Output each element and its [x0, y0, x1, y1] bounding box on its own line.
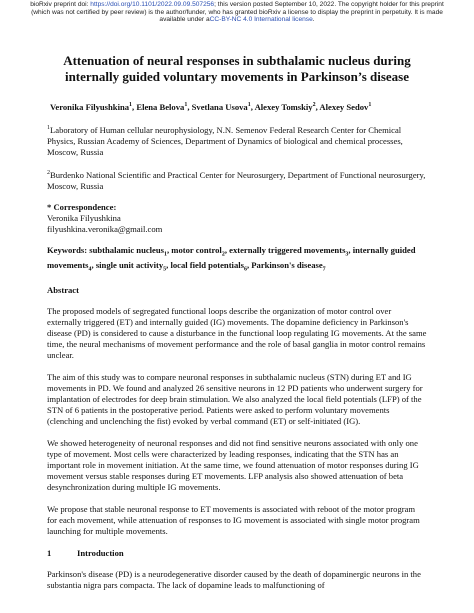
license-prefix: available under a: [159, 16, 210, 24]
abstract-paragraph: We propose that stable neuronal response to ET movements is associated with reboot of the motor program for each movement, while attenuation of responses to IG movement is associated with single motor program launching for multiple movements.: [47, 504, 420, 537]
section-number: 1: [47, 548, 52, 559]
section-title: Introduction: [77, 548, 124, 559]
correspondence-name: Veronika Filyushkina: [47, 212, 121, 223]
keywords: Keywords: subthalamic nucleus$_1$, motor control$_2$, externally triggered movements$_3$, internally guided movements$_4$, single unit activity$_5$, local field potentials$_6$, Parkinson's disease$_7$: [47, 244, 416, 274]
author: Elena Belova$^1$: [136, 101, 188, 112]
intro-paragraph: Parkinson's disease (PD) is a neurodegenerative disorder caused by the death of dopaminergic neurons in the substantia nigra pars compacta. The lack of dopamine leads to malfunctioning of: [47, 569, 421, 591]
license-link[interactable]: CC-BY-NC 4.0 International license: [209, 16, 313, 24]
abstract-heading: Abstract: [47, 285, 79, 296]
correspondence-heading: * Correspondence:: [47, 201, 117, 212]
correspondence-email[interactable]: filyushkina.veronika@gmail.com: [47, 223, 163, 234]
abstract-paragraph: We showed heterogeneity of neuronal responses and did not find sensitive neurons associated with only one type of movement. Most cells were characterized by leading responses, indicating that the STN has an important role in movement initiation. At the same time, we found attenuation of motor responses during IG movement versus stable responses during ET movements. LFP analysis also showed attenuation of beta desynchronization during multiple IG movements.: [47, 438, 419, 493]
preprint-suffix: ; this version posted September 10, 2022. The copyright holder for this preprint: [214, 1, 444, 8]
author-list: Veronika Filyushkina$^1$, Elena Belova$^1$, Svetlana Usova$^1$, Alexey Tomskiy$^2$, Alexey Sedov$^1$: [50, 101, 372, 112]
preprint-prefix: bioRxiv preprint doi:: [30, 1, 91, 8]
section-heading-introduction: [47, 548, 427, 559]
affiliation-1: $^1$Laboratory of Human cellular neurophysiology, N.N. Semenov Federal Research Center for Chemical Physics, Russian Academy of Sciences, Department of Dynamics of biological and chemical processes, Moscow, Russia: [47, 124, 403, 157]
paper-title: Attenuation of neural responses in subthalamic nucleus during internally guided voluntary movements in Parkinson’s disease: [63, 53, 411, 84]
author: Svetlana Usova$^1$: [191, 101, 251, 112]
license-suffix: .: [312, 16, 315, 24]
affiliation-2: $^2$Burdenko National Scientific and Practical Center for Neurosurgery, Department of Functional neurosurgery, Moscow, Russia: [47, 169, 426, 191]
doi-link[interactable]: https://doi.org/10.1101/2022.09.09.507256: [90, 1, 215, 8]
abstract-paragraph: The proposed models of segregated functional loops describe the organization of motor control over externally triggered (ET) and internally guided (IG) movements. The dopamine deficiency in Parkinson's disease (PD) is considered to cause a disturbance in the functional loop regulating IG movements. At the same time, the neural mechanisms of movement performance and the role of basal ganglia in motor control remains unclear.: [47, 306, 427, 361]
author: Alexey Sedov$^1$: [319, 101, 372, 112]
preprint-notice: [0, 1, 474, 24]
preprint-line-1: [0, 1, 474, 9]
paper-body: [47, 53, 427, 591]
author: Veronika Filyushkina$^1$: [50, 101, 133, 112]
preprint-line-3: [0, 16, 474, 24]
abstract-paragraph: The aim of this study was to compare neuronal responses in subthalamic nucleus (STN) during ET and IG movements in PD. We found and analyzed 26 sensitive neurons in 12 PD patients who underwent surgery for implantation of electrodes for deep brain stimulation. We also analyzed the local field potentials (LFP) of the STN of 6 patients in the postoperative period. Patients were asked to perform voluntary movements (clenching and unclenching the fist) evoked by verbal command (ET) or self-initiated (IG).: [47, 372, 423, 427]
preprint-line-2: (which was not certified by peer review) is the author/funder, who has granted bioRxiv a license to display the preprint in perpetuity. It is made: [31, 8, 443, 16]
author: Alexey Tomskiy$^2$: [254, 101, 316, 112]
